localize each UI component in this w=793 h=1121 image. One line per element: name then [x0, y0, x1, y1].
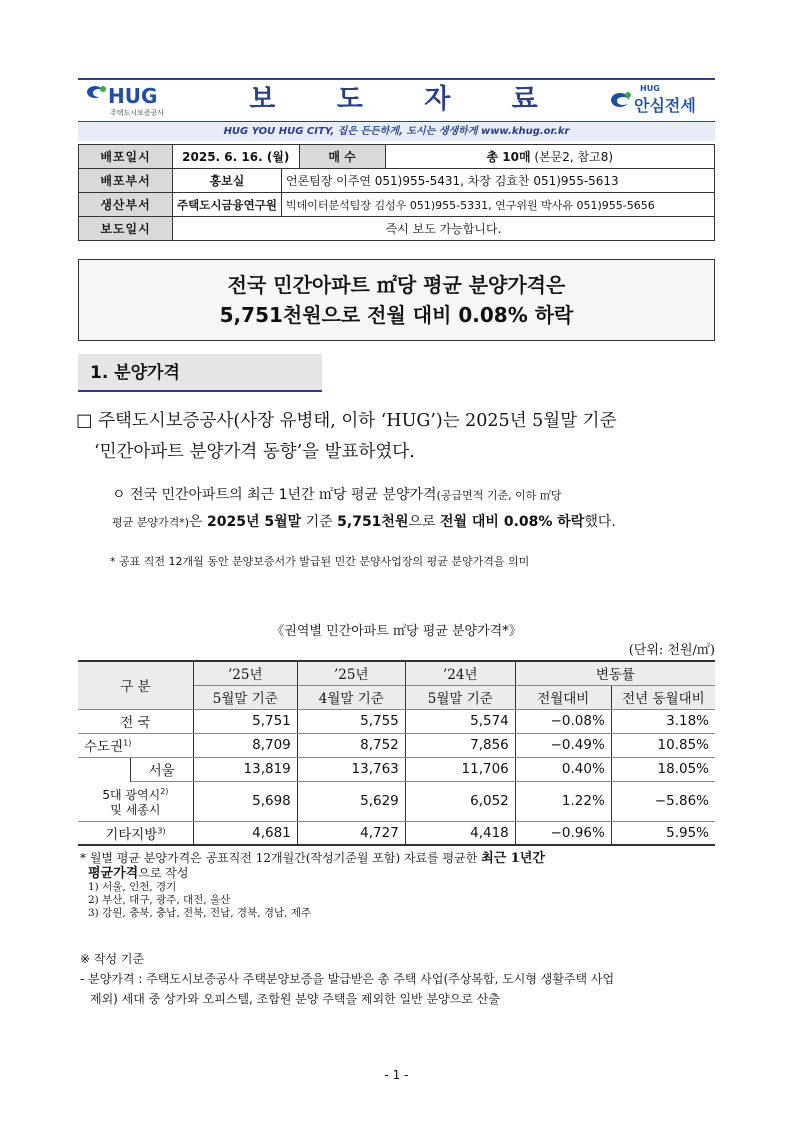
row-name: 서울	[130, 757, 193, 781]
row-yoy: 18.05%	[611, 757, 715, 781]
row-name	[78, 821, 193, 845]
pages-detail: (본문2, 참고8)	[530, 150, 614, 164]
header-c1b: 5월말 기준	[193, 685, 297, 709]
row-indent	[78, 757, 130, 781]
row-mom: −0.96%	[515, 821, 611, 845]
header-c2b: 4월말 기준	[297, 685, 405, 709]
intro-line2: ‘민간아파트 분양가격 동향’을 발표하였다.	[94, 442, 415, 462]
release-value: 2025. 6. 16. (월)	[173, 145, 300, 169]
row-v2: 13,763	[297, 757, 405, 781]
report-value: 즉시 보도 가능합니다.	[173, 217, 715, 241]
star-footnote: * 공표 직전 12개월 동안 분양보증서가 발급된 민간 분양사업장의 평균 분양가격을 의미	[110, 555, 530, 568]
dept-name: 홍보실	[173, 169, 282, 193]
note3: 2) 부산, 대구, 광주, 대전, 울산	[88, 894, 231, 906]
criteria-line2: 제외) 세대 중 상가와 오피스텔, 조합원 분양 주택을 제외한 일반 분양으로 산출	[90, 992, 500, 1006]
summary-h: 으로	[408, 514, 440, 530]
dept-label: 배포부서	[79, 169, 173, 193]
summary-d: 은	[189, 514, 208, 530]
ansim-jeonse-logo	[610, 82, 710, 118]
row-v3: 4,418	[405, 821, 515, 845]
table-row	[78, 821, 715, 845]
summary-c: 평균 분양가격*)	[112, 516, 190, 529]
release-label: 배포일시	[79, 145, 173, 169]
note1-c: 평균가격	[88, 866, 139, 881]
header-c3a: ’24년	[405, 661, 515, 685]
row-yoy: 5.95%	[611, 821, 715, 845]
slogan-bar: HUG YOU HUG CITY, 집은 든든하게, 도시는 생생하게 www.khug.or.kr	[78, 121, 715, 141]
row-name: 전 국	[78, 709, 193, 733]
table-notes	[80, 851, 720, 920]
intro-paragraph	[76, 406, 721, 468]
table-row	[78, 781, 715, 821]
ansim-logo-text: 안심전세	[634, 96, 696, 115]
prod-name: 주택도시금융연구원	[173, 193, 282, 217]
criteria-block	[80, 949, 720, 1009]
table-row	[78, 757, 715, 781]
pages-value: 총 10매	[486, 150, 531, 164]
note1-d: 으로 작성	[138, 866, 189, 880]
headline-box	[78, 259, 715, 341]
hug-logo-subtitle: 주택도시보증공사	[110, 109, 165, 117]
row-name-text: 수도권	[84, 739, 124, 755]
row-v1: 4,681	[193, 821, 297, 845]
note1-a: * 월별 평균 분양가격은 공표직전 12개월간(작성기준월 포함) 자료를 평균한	[80, 851, 482, 865]
release-info-table	[78, 144, 715, 241]
header-c2a: ’25년	[297, 661, 405, 685]
row-yoy: −5.86%	[611, 781, 715, 821]
table-row	[78, 709, 715, 733]
row-v1: 5,751	[193, 709, 297, 733]
header-region: 구 분	[78, 661, 193, 709]
header-yoy: 전년 동월대비	[611, 685, 715, 709]
pages-label: 매 수	[299, 145, 385, 169]
pages-cell	[385, 145, 714, 169]
note2: 1) 서울, 인천, 경기	[88, 881, 177, 893]
row-v2: 5,629	[297, 781, 405, 821]
row-mom: 1.22%	[515, 781, 611, 821]
price-table	[78, 660, 715, 846]
dept-contact: 언론팀장 이주연 051)955-5431, 차장 김효찬 051)955-5613	[281, 169, 714, 193]
header-mom: 전월대비	[515, 685, 611, 709]
row-mom: 0.40%	[515, 757, 611, 781]
house-swirl-icon	[610, 90, 632, 108]
row-yoy: 10.85%	[611, 733, 715, 757]
header-c3b: 5월말 기준	[405, 685, 515, 709]
table-row	[78, 733, 715, 757]
summary-f: 기준	[301, 514, 338, 530]
row-v3: 7,856	[405, 733, 515, 757]
row-v3: 6,052	[405, 781, 515, 821]
ansim-logo-small: HUG	[640, 84, 660, 93]
criteria-title: ※ 작성 기준	[80, 952, 145, 966]
row-name	[78, 781, 193, 821]
document-title: 보 도 자 료	[249, 84, 564, 115]
row-name	[78, 733, 193, 757]
row-name-text: 기타지방	[105, 826, 158, 843]
row-v1: 5,698	[193, 781, 297, 821]
row-v3: 11,706	[405, 757, 515, 781]
row-yoy: 3.18%	[611, 709, 715, 733]
header-change: 변동률	[515, 661, 715, 685]
row-v2: 8,752	[297, 733, 405, 757]
prod-label: 생산부서	[79, 193, 173, 217]
row-v2: 5,755	[297, 709, 405, 733]
header-c1a: ’25년	[193, 661, 297, 685]
summary-j: 했다.	[584, 514, 616, 530]
prod-contact: 빅데이터분석팀장 김성우 051)955-5331, 연구위원 박사유 051)955-5656	[281, 193, 714, 217]
headline-line1: 전국 민간아파트 ㎡당 평균 분양가격은	[227, 273, 566, 297]
intro-line1: □ 주택도시보증공사(사장 유병태, 이하 ‘HUG’)는 2025년 5월말 기준	[76, 411, 617, 431]
headline-line2: 5,751천원으로 전월 대비 0.08% 하락	[219, 303, 574, 327]
row-v2: 4,727	[297, 821, 405, 845]
row-mom: −0.08%	[515, 709, 611, 733]
summary-a: ㅇ 전국 민간아파트의 최근 1년간 ㎡당 평균 분양가격	[112, 487, 437, 503]
row-sup: 2)	[160, 787, 169, 796]
row-name-b: 및 세종시	[110, 803, 161, 817]
summary-g: 5,751천원	[337, 514, 409, 530]
note1-b: 최근 1년간	[481, 851, 545, 866]
page-number: - 1 -	[384, 1068, 409, 1082]
table-caption: 《권역별 민간아파트 ㎡당 평균 분양가격*》	[271, 624, 522, 639]
summary-b: (공급면적 기준, 이하 ㎡당	[436, 489, 562, 502]
row-v1: 8,709	[193, 733, 297, 757]
table-row	[79, 193, 715, 217]
table-header-row	[78, 661, 715, 685]
table-unit: (단위: 천원/㎡)	[628, 643, 715, 658]
row-v3: 5,574	[405, 709, 515, 733]
summary-e: 2025년 5월말	[207, 514, 302, 530]
summary-paragraph	[112, 482, 720, 536]
note4: 3) 강원, 충북, 충남, 전북, 전남, 경북, 경남, 제주	[88, 907, 312, 919]
hug-logo-text: HUG	[108, 84, 158, 108]
table-row	[79, 145, 715, 169]
row-v1: 13,819	[193, 757, 297, 781]
row-sup: 1)	[123, 738, 132, 748]
row-name-a: 5대 광역시	[102, 788, 161, 802]
section-heading: 1. 분양가격	[78, 354, 322, 392]
table-row	[79, 217, 715, 241]
row-sup: 3)	[157, 826, 166, 836]
report-label: 보도일시	[79, 217, 173, 241]
row-mom: −0.49%	[515, 733, 611, 757]
table-row	[79, 169, 715, 193]
summary-i: 전월 대비 0.08% 하락	[439, 514, 585, 530]
criteria-line1: - 분양가격 : 주택도시보증공사 주택분양보증을 발급받은 총 주택 사업(주상복합, 도시형 생활주택 사업	[80, 972, 615, 986]
